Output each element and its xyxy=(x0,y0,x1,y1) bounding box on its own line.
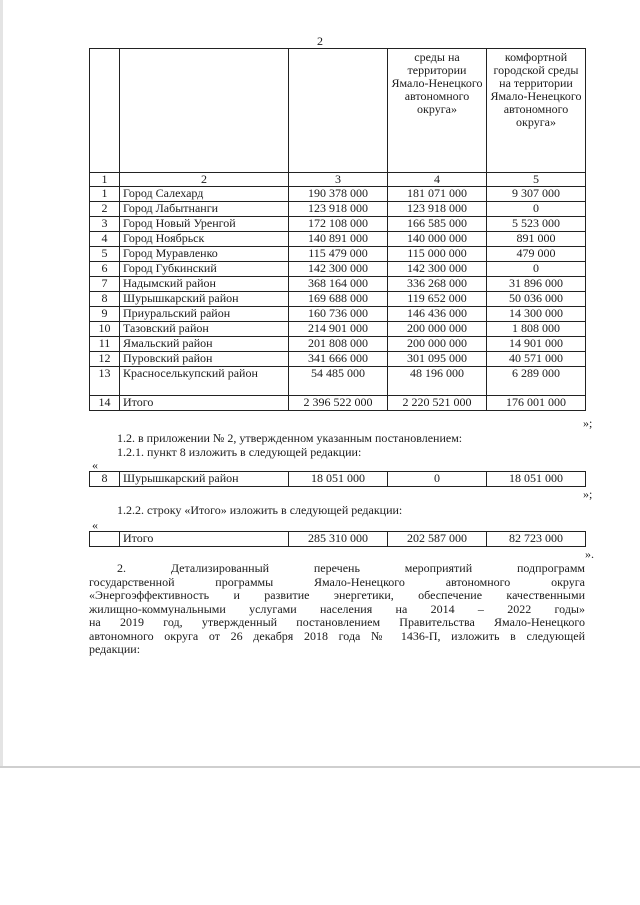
row-number: 8 xyxy=(90,472,120,487)
open-quote-2: « xyxy=(92,518,98,532)
table-row xyxy=(90,262,586,277)
row-value-5: 9 307 000 xyxy=(487,187,586,202)
table-row xyxy=(90,307,586,322)
row-value-4: 181 071 000 xyxy=(388,187,487,202)
row-number: 9 xyxy=(90,307,120,322)
header-cell-2 xyxy=(120,49,289,173)
row-name: Шурышкарский район xyxy=(120,292,289,307)
row-value-5: 31 896 000 xyxy=(487,277,586,292)
row-value-4: 301 095 000 xyxy=(388,352,487,367)
row-value-3: 54 485 000 xyxy=(289,367,388,396)
section-1-2-2: 1.2.2. строку «Итого» изложить в следующей редакции: xyxy=(117,503,403,517)
header-cell-4: среды на территории Ямало-Ненецкого автономного округа» xyxy=(388,49,487,173)
row-name: Приуральский район xyxy=(120,307,289,322)
col-number: 2 xyxy=(120,173,289,187)
row-number: 12 xyxy=(90,352,120,367)
row-name: Город Лабытнанги xyxy=(120,202,289,217)
column-number-row xyxy=(90,173,586,187)
row-value-3: 172 108 000 xyxy=(289,217,388,232)
row-name: Город Новый Уренгой xyxy=(120,217,289,232)
row8-table xyxy=(89,471,586,487)
row-value-4: 146 436 000 xyxy=(388,307,487,322)
row-value-3: 18 051 000 xyxy=(289,472,388,487)
row-name: Шурышкарский район xyxy=(120,472,289,487)
row-number: 4 xyxy=(90,232,120,247)
row-value-5: 14 901 000 xyxy=(487,337,586,352)
table-header-row xyxy=(90,49,586,173)
row-value-3: 115 479 000 xyxy=(289,247,388,262)
row-value-5: 176 001 000 xyxy=(487,396,586,411)
row-value-4: 140 000 000 xyxy=(388,232,487,247)
row-number: 10 xyxy=(90,322,120,337)
total-table xyxy=(89,531,586,547)
paragraph-line: жилищно-коммунальными услугами населения на 2014 – 2022 годы» xyxy=(89,601,585,616)
row-name: Город Салехард xyxy=(120,187,289,202)
table-row xyxy=(90,202,586,217)
row-name: Город Ноябрьск xyxy=(120,232,289,247)
row-name: Ямальский район xyxy=(120,337,289,352)
table-row xyxy=(90,472,586,487)
row-value-3: 341 666 000 xyxy=(289,352,388,367)
section-1-2: 1.2. в приложении № 2, утвержденном указанным постановлением: xyxy=(117,431,463,445)
header-cell-3 xyxy=(289,49,388,173)
row-value-4: 119 652 000 xyxy=(388,292,487,307)
col-number: 4 xyxy=(388,173,487,187)
funding-table xyxy=(89,48,586,411)
row-number: 14 xyxy=(90,396,120,411)
row-value-4: 115 000 000 xyxy=(388,247,487,262)
row-number: 8 xyxy=(90,292,120,307)
row8-closing-quote: »; xyxy=(583,487,593,501)
row-number: 2 xyxy=(90,202,120,217)
row-value-5: 14 300 000 xyxy=(487,307,586,322)
row-value-4: 123 918 000 xyxy=(388,202,487,217)
col-number: 3 xyxy=(289,173,388,187)
row-value-3: 160 736 000 xyxy=(289,307,388,322)
row-value-5: 82 723 000 xyxy=(487,532,586,547)
row-value-5: 479 000 xyxy=(487,247,586,262)
row-value-5: 5 523 000 xyxy=(487,217,586,232)
page-number: 2 xyxy=(317,34,323,48)
row-value-3: 123 918 000 xyxy=(289,202,388,217)
paragraph-line: государственной программы Ямало-Ненецкого автономного округа xyxy=(89,574,585,589)
paragraph-line: на 2019 год, утвержденный постановлением Правительства Ямало-Ненецкого xyxy=(89,615,585,629)
paragraph-2 xyxy=(89,562,585,657)
row-name: Красноселькупский район xyxy=(120,367,289,396)
row-value-4: 142 300 000 xyxy=(388,262,487,277)
section-1-2-1: 1.2.1. пункт 8 изложить в следующей редакции: xyxy=(117,445,362,459)
row-value-4: 202 587 000 xyxy=(388,532,487,547)
row-value-5: 50 036 000 xyxy=(487,292,586,307)
table-row xyxy=(90,322,586,337)
table-row xyxy=(90,396,586,411)
row-value-5: 0 xyxy=(487,202,586,217)
row-value-5: 0 xyxy=(487,262,586,277)
open-quote: « xyxy=(92,458,98,472)
table-row xyxy=(90,277,586,292)
row-value-3: 214 901 000 xyxy=(289,322,388,337)
row-value-4: 200 000 000 xyxy=(388,337,487,352)
table-row xyxy=(90,232,586,247)
row-number: 13 xyxy=(90,367,120,396)
row-value-4: 200 000 000 xyxy=(388,322,487,337)
row-value-5: 40 571 000 xyxy=(487,352,586,367)
row-value-5: 6 289 000 xyxy=(487,367,586,396)
row-number: 7 xyxy=(90,277,120,292)
row-number: 1 xyxy=(90,187,120,202)
table-row xyxy=(90,292,586,307)
row-name: Итого xyxy=(120,532,289,547)
row-value-3: 2 396 522 000 xyxy=(289,396,388,411)
row-value-4: 48 196 000 xyxy=(388,367,487,396)
table-row xyxy=(90,367,586,396)
table-row xyxy=(90,187,586,202)
table-row xyxy=(90,532,586,547)
page-bottom-edge xyxy=(0,766,640,768)
paragraph-line: «Энергоэффективность и развитие энергетики, обеспечение качественными xyxy=(89,588,585,602)
row-value-4: 336 268 000 xyxy=(388,277,487,292)
row-value-4: 2 220 521 000 xyxy=(388,396,487,411)
page-shadow-edge xyxy=(0,0,3,768)
table-row xyxy=(90,352,586,367)
row-value-4: 0 xyxy=(388,472,487,487)
paragraph-line: автономного округа от 26 декабря 2018 года № 1436-П, изложить в следующей xyxy=(89,628,585,643)
header-cell-1 xyxy=(90,49,120,173)
row-value-3: 169 688 000 xyxy=(289,292,388,307)
header-cell-5: комфортной городской среды на территории Ямало-Ненецкого автономного округа» xyxy=(487,49,586,173)
table-closing-quote: »; xyxy=(583,416,593,430)
row-value-3: 201 808 000 xyxy=(289,337,388,352)
col-number: 5 xyxy=(487,173,586,187)
row-name: Город Муравленко xyxy=(120,247,289,262)
col-number: 1 xyxy=(90,173,120,187)
row-number: 5 xyxy=(90,247,120,262)
row-number: 6 xyxy=(90,262,120,277)
row-number: 11 xyxy=(90,337,120,352)
row-name: Итого xyxy=(120,396,289,411)
paragraph-line: 2. Детализированный перечень мероприятий подпрограмм xyxy=(117,561,585,575)
row-value-5: 891 000 xyxy=(487,232,586,247)
total-closing-quote: ». xyxy=(585,547,594,561)
row-name: Город Губкинский xyxy=(120,262,289,277)
paragraph-line: редакции: xyxy=(89,642,141,656)
row-value-4: 166 585 000 xyxy=(388,217,487,232)
row-value-3: 368 164 000 xyxy=(289,277,388,292)
row-value-5: 18 051 000 xyxy=(487,472,586,487)
table-row xyxy=(90,247,586,262)
row-name: Пуровский район xyxy=(120,352,289,367)
row-value-3: 285 310 000 xyxy=(289,532,388,547)
row-value-3: 142 300 000 xyxy=(289,262,388,277)
row-number: 3 xyxy=(90,217,120,232)
row-value-3: 190 378 000 xyxy=(289,187,388,202)
table-row xyxy=(90,217,586,232)
table-row xyxy=(90,337,586,352)
row-value-3: 140 891 000 xyxy=(289,232,388,247)
row-name: Тазовский район xyxy=(120,322,289,337)
row-value-5: 1 808 000 xyxy=(487,322,586,337)
row-number xyxy=(90,532,120,547)
row-name: Надымский район xyxy=(120,277,289,292)
